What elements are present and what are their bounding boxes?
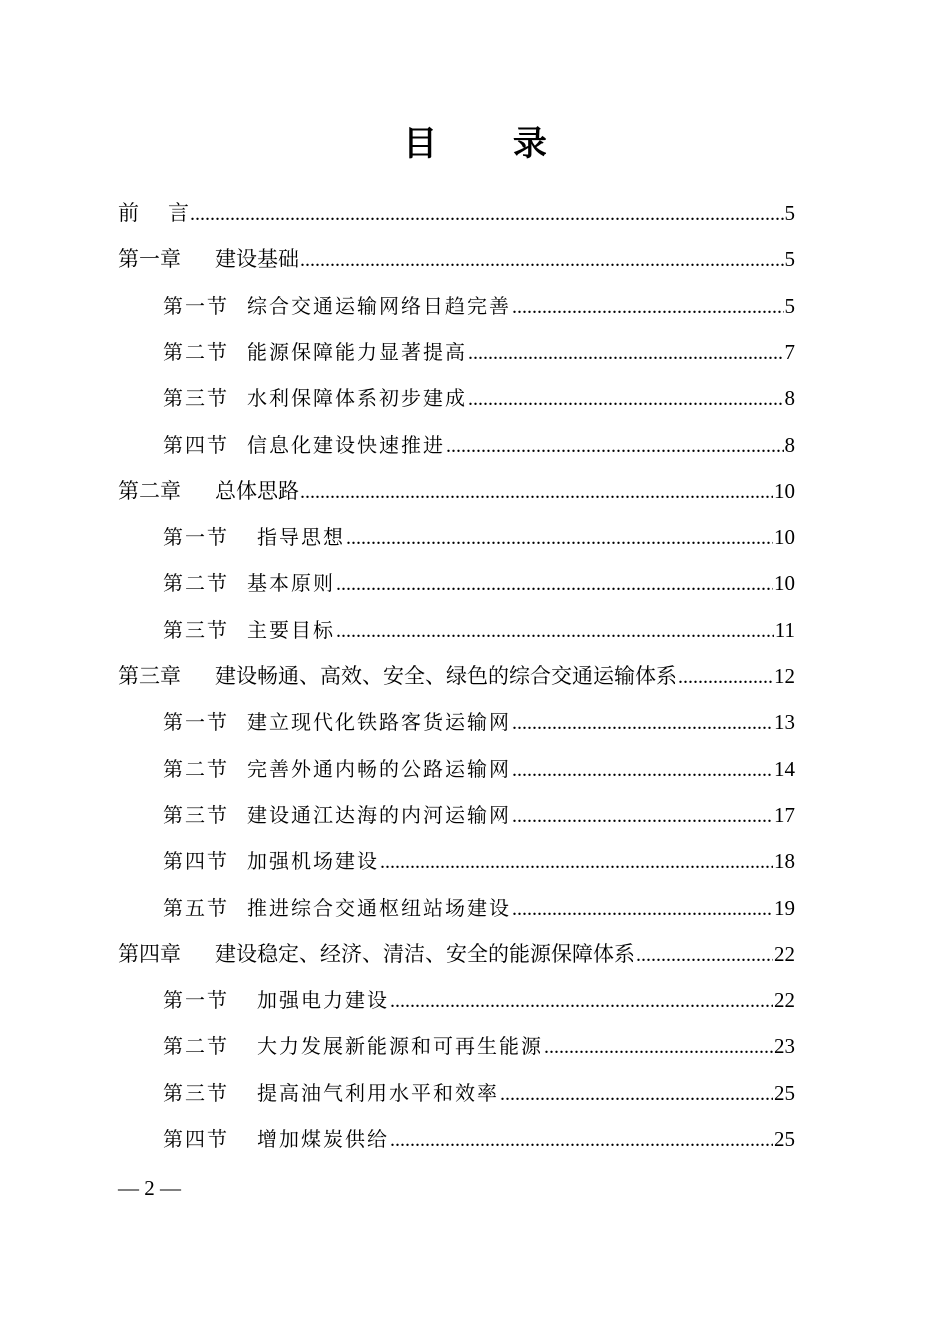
toc-entry-page: 22 — [774, 941, 795, 966]
toc-entry-title: 建设基础 — [215, 247, 299, 272]
toc-section-entry[interactable] — [163, 838, 795, 884]
toc-entry-page: 10 — [774, 525, 795, 550]
toc-dot-leader — [512, 886, 773, 932]
toc-entry-page: 14 — [774, 756, 795, 781]
toc-entry-page: 8 — [784, 386, 795, 411]
toc-entry-label: 第三章 — [118, 664, 181, 688]
toc-entry-title: 能源保障能力显著提高 — [247, 339, 467, 364]
toc-dot-leader — [678, 654, 773, 700]
toc-entry-title: 建设畅通、高效、安全、绿色的综合交通运输体系 — [215, 664, 677, 688]
toc-section-entry[interactable] — [163, 1023, 795, 1069]
toc-chapter-entry[interactable] — [118, 190, 795, 236]
toc-section-entry[interactable] — [163, 746, 795, 792]
toc-dot-leader — [390, 1117, 773, 1163]
toc-section-entry[interactable] — [163, 560, 795, 606]
toc-entry-title: 推进综合交通枢纽站场建设 — [247, 895, 511, 920]
toc-dot-leader — [468, 376, 784, 422]
toc-section-entry[interactable] — [163, 607, 795, 653]
toc-entry-label: 第一节 — [163, 710, 229, 735]
toc-entry-title: 加强电力建设 — [257, 988, 389, 1013]
toc-entry-label: 第一章 — [118, 247, 181, 272]
toc-entry-label: 第四节 — [163, 432, 229, 457]
toc-chapter-entry[interactable] — [118, 931, 795, 977]
toc-chapter-entry[interactable] — [118, 653, 795, 699]
toc-entry-title: 基本原则 — [247, 571, 335, 596]
toc-section-entry[interactable] — [163, 514, 795, 560]
toc-dot-leader — [468, 330, 784, 376]
toc-entry-page: 12 — [774, 664, 795, 688]
toc-dot-leader — [336, 561, 773, 607]
toc-entry-label: 第四章 — [118, 941, 181, 966]
toc-section-entry[interactable] — [163, 329, 795, 375]
toc-entry-title: 提高油气利用水平和效率 — [257, 1080, 499, 1105]
toc-entry-label: 第三节 — [163, 802, 229, 827]
toc-entry-label: 第三节 — [163, 617, 229, 642]
toc-entry-page: 13 — [774, 710, 795, 735]
toc-entry-label: 第一节 — [163, 293, 229, 318]
toc-section-entry[interactable] — [163, 1116, 795, 1162]
toc-entry-title: 完善外通内畅的公路运输网 — [247, 756, 511, 781]
toc-entry-page: 25 — [774, 1127, 795, 1151]
toc-entry-title: 建设稳定、经济、清洁、安全的能源保障体系 — [215, 941, 635, 966]
toc-section-entry[interactable] — [163, 977, 795, 1023]
toc-section-entry[interactable] — [163, 885, 795, 931]
toc-section-entry[interactable] — [163, 699, 795, 745]
toc-dot-leader — [390, 978, 773, 1024]
toc-dot-leader — [380, 839, 773, 885]
toc-entry-label: 第二节 — [163, 571, 229, 596]
toc-entry-page: 17 — [774, 802, 795, 827]
toc-entry-title: 总体思路 — [215, 478, 299, 503]
toc-entry-page: 10 — [774, 571, 795, 596]
toc-dot-leader — [300, 469, 773, 515]
toc-entry-label: 第二节 — [163, 756, 229, 781]
toc-section-entry[interactable] — [163, 792, 795, 838]
toc-entry-page: 11 — [774, 617, 795, 642]
toc-entry-title: 指导思想 — [257, 525, 345, 550]
toc-entry-page: 5 — [784, 293, 795, 318]
toc-entry-title: 言 — [168, 201, 189, 225]
toc-entry-page: 22 — [774, 988, 795, 1013]
toc-dot-leader — [512, 747, 773, 793]
toc-dot-leader — [346, 515, 773, 561]
toc-entry-label: 第二节 — [163, 339, 229, 364]
toc-entry-page: 5 — [784, 201, 795, 225]
toc-dot-leader — [300, 237, 784, 283]
toc-entry-title: 主要目标 — [247, 617, 335, 642]
toc-entry-label: 第五节 — [163, 895, 229, 920]
toc-entry-label: 第二章 — [118, 478, 181, 503]
toc-section-entry[interactable] — [163, 375, 795, 421]
toc-entry-title: 信息化建设快速推进 — [247, 432, 445, 457]
toc-entry-page: 23 — [774, 1034, 795, 1059]
toc-section-entry[interactable] — [163, 1070, 795, 1116]
page-title: 目 录 — [403, 124, 579, 164]
toc-entry-label: 第一节 — [163, 988, 229, 1013]
toc-dot-leader — [512, 793, 773, 839]
toc-dot-leader — [544, 1024, 773, 1070]
toc-entry-title: 建立现代化铁路客货运输网 — [247, 710, 511, 735]
toc-entry-title: 建设通江达海的内河运输网 — [247, 802, 511, 827]
toc-entry-label: 第四节 — [163, 849, 229, 874]
toc-entry-page: 10 — [774, 478, 795, 503]
toc-entry-page: 19 — [774, 895, 795, 920]
toc-entry-label: 前 — [118, 201, 139, 225]
toc-entry-label: 第三节 — [163, 1080, 229, 1105]
toc-dot-leader — [190, 191, 784, 237]
toc-entry-label: 第三节 — [163, 386, 229, 411]
toc-dot-leader — [446, 423, 784, 469]
toc-entry-title: 加强机场建设 — [247, 849, 379, 874]
page-number: — 2 — — [118, 1176, 181, 1200]
toc-dot-leader — [512, 700, 773, 746]
toc-entry-title: 大力发展新能源和可再生能源 — [257, 1034, 543, 1059]
toc-dot-leader — [336, 608, 774, 654]
toc-entry-page: 18 — [774, 849, 795, 874]
toc-entry-page: 7 — [784, 339, 795, 364]
toc-entry-title: 综合交通运输网络日趋完善 — [247, 293, 511, 318]
toc-section-entry[interactable] — [163, 283, 795, 329]
toc-dot-leader — [500, 1071, 773, 1117]
toc-dot-leader — [636, 932, 773, 978]
toc-chapter-entry[interactable] — [118, 236, 795, 282]
toc-entry-title: 水利保障体系初步建成 — [247, 386, 467, 411]
toc-dot-leader — [512, 284, 784, 330]
toc-chapter-entry[interactable] — [118, 468, 795, 514]
toc-entry-label: 第四节 — [163, 1127, 229, 1151]
toc-entry-page: 5 — [784, 247, 795, 272]
toc-entry-title: 增加煤炭供给 — [257, 1127, 389, 1151]
toc-section-entry[interactable] — [163, 422, 795, 468]
toc-entry-label: 第二节 — [163, 1034, 229, 1059]
toc-entry-page: 25 — [774, 1080, 795, 1105]
toc-entry-label: 第一节 — [163, 525, 229, 550]
toc-entry-page: 8 — [784, 432, 795, 457]
